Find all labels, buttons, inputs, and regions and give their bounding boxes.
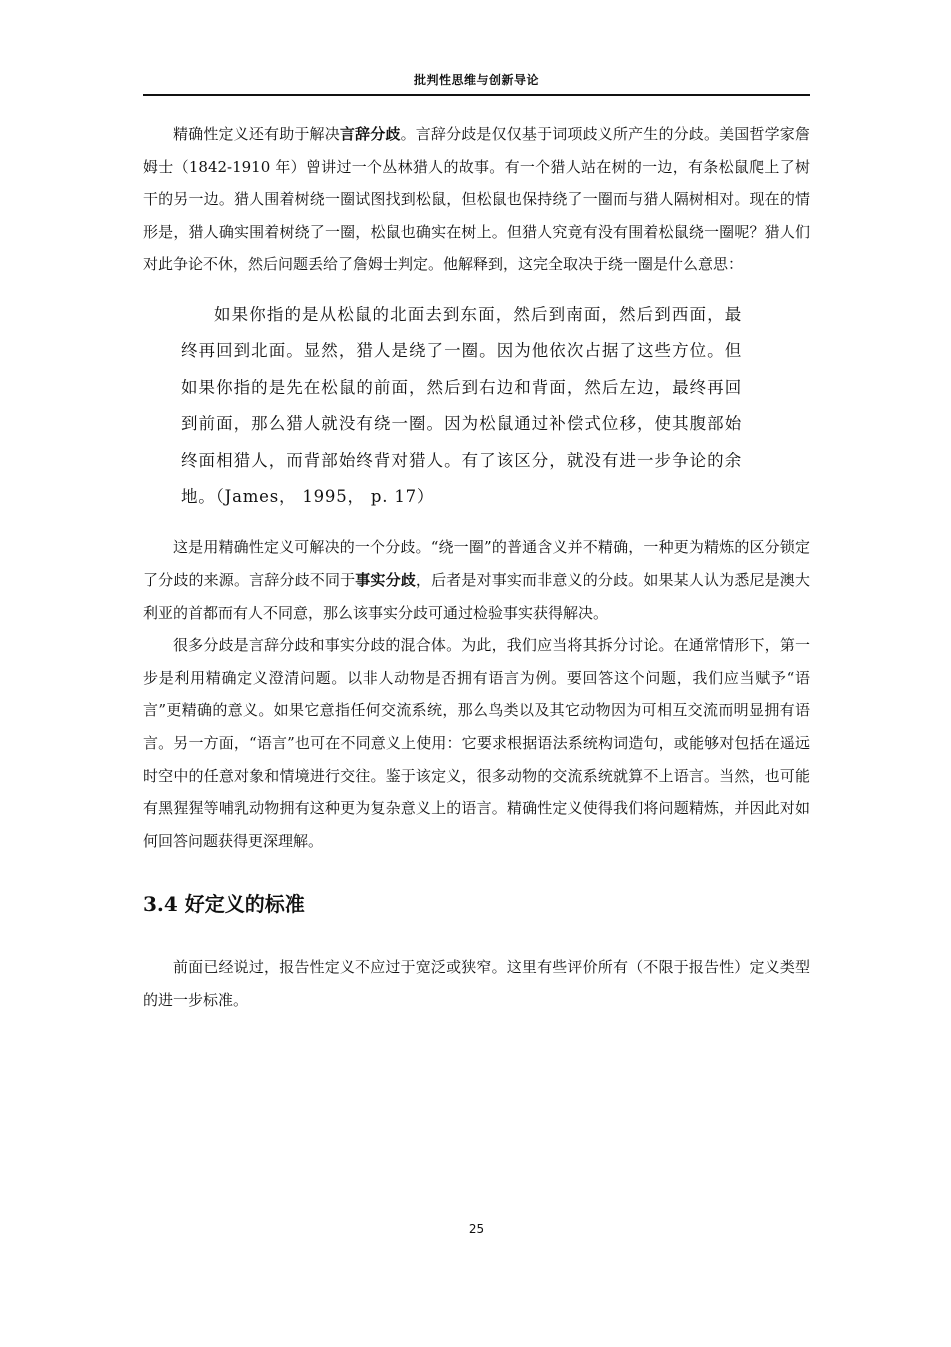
paragraph-good-definition-criteria: 前面已经说过，报告性定义不应过于宽泛或狭窄。这里有些评价所有（不限于报告性）定义类型的进一步标准。 — [143, 958, 810, 1009]
block-quote-james: 如果你指的是从松鼠的北面去到东面，然后到南面，然后到西面，最终再回到北面。显然，猎人是绕了一圈。因为他依次占据了这些方位。但如果你指的是先在松鼠的前面，然后到右边和背面，然后左边，最终再回到前面，那么猎人就没有绕一圈。因为松鼠通过补偿式位移，使其腹部始终面相猎人，而背部始终背对猎人。有了该区分，就没有进一步争论的余地。（James， 1995， p. 17） — [181, 304, 742, 506]
paragraph-verbal-disagreement — [143, 118, 810, 281]
page-number: 25 — [468, 1222, 485, 1236]
paragraph-text: 精确性定义还有助于解决 — [173, 125, 340, 143]
paragraph-text: 这是用精确性定义可解决的一个分歧。“绕一圈”的普通含义并不精确，一种更为精炼的区分锁定了分歧的来源。言辞分歧不同于 — [143, 538, 810, 589]
section-heading: 3.4 好定义的标准 — [143, 892, 305, 917]
page-content — [143, 118, 810, 1017]
running-header-title: 批判性思维与创新导论 — [413, 73, 539, 87]
paragraph-text: ，后者是对事实而非意义的分歧。如果某人认为悉尼是澳大利亚的首都而有人不同意，那么该事实分歧可通过检验事实获得解决。 — [143, 571, 810, 622]
bold-term-factual-disagreement: 事实分歧 — [355, 571, 416, 589]
paragraph-text: 。言辞分歧是仅仅基于词项歧义所产生的分歧。美国哲学家詹姆士（1842-1910 年）曾讲过一个丛林猎人的故事。有一个猎人站在树的一边，有条松鼠爬上了树干的另一边。猎人围着树绕一圈试图找到松鼠，但松鼠也保持绕了一圈而与猎人隔树相对。现在的情形是，猎人确实围着树绕了一圈，松鼠也确实在树上。但猎人究竟有没有围着松鼠绕一圈呢？猎人们对此争论不休，然后问题丢给了詹姆士判定。他解释到，这完全取决于绕一圈是什么意思： — [143, 125, 810, 274]
paragraph-factual-disagreement — [143, 531, 810, 629]
paragraph-mixed-disagreement: 很多分歧是言辞分歧和事实分歧的混合体。为此，我们应当将其拆分讨论。在通常情形下，第一步是利用精确定义澄清问题。以非人动物是否拥有语言为例。要回答这个问题，我们应当赋予“语言”更精确的意义。如果它意指任何交流系统，那么鸟类以及其它动物因为可相互交流而明显拥有语言。另一方面，“语言”也可在不同意义上使用：它要求根据语法系统构词造句，或能够对包括在遥远时空中的任意对象和情境进行交往。鉴于该定义，很多动物的交流系统就算不上语言。当然，也可能有黑猩猩等哺乳动物拥有这种更为复杂意义上的语言。精确性定义使得我们将问题精炼，并因此对如何回答问题获得更深理解。 — [143, 636, 810, 850]
bold-term-verbal-disagreement: 言辞分歧 — [339, 125, 401, 143]
header-rule — [143, 94, 810, 96]
